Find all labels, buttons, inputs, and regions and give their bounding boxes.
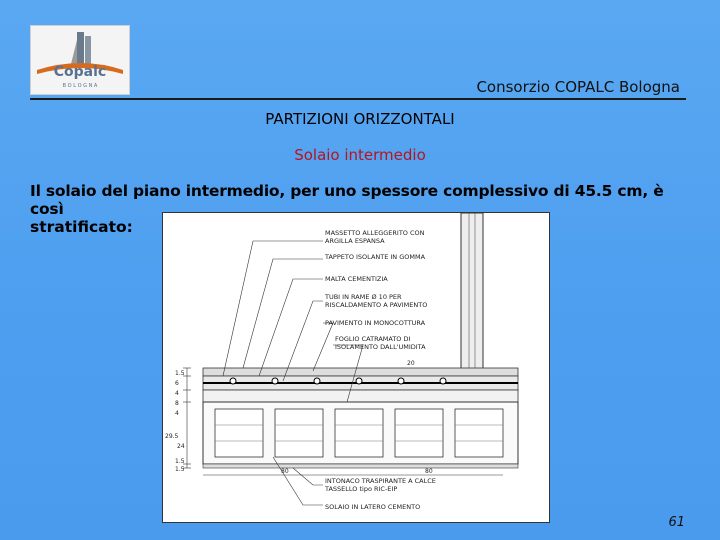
label-intonaco: INTONACO TRASPIRANTE A CALCE <box>325 477 436 485</box>
section-subtitle: Solaio intermedio <box>294 146 426 164</box>
copalc-logo-graphic <box>31 26 129 94</box>
dim-left-2: 6 <box>175 380 179 387</box>
label-malta: MALTA CEMENTIZIA <box>325 275 388 283</box>
dim-left-9: 1.5 <box>175 466 185 473</box>
logo-subtext: B O L O G N A <box>62 83 98 89</box>
label-tappeto: TAPPETO ISOLANTE IN GOMMA <box>325 253 426 261</box>
dim-20: 20 <box>407 360 415 367</box>
description-line-2: stratificato: <box>30 218 133 236</box>
label-riscaldamento: RISCALDAMENTO A PAVIMENTO <box>325 301 428 309</box>
label-tassello: TASSELLO tipo RIC-EIP <box>325 485 398 493</box>
dim-left-8: 1.5 <box>175 458 185 465</box>
dim-left-6: 29.5 <box>165 433 179 440</box>
section-title: PARTIZIONI ORIZZONTALI <box>265 110 455 128</box>
dim-80-right: 80 <box>425 468 433 475</box>
label-argilla: ARGILLA ESPANSA <box>325 237 385 245</box>
dim-left-3: 4 <box>175 390 179 397</box>
label-isolamento: ISOLAMENTO DALL'UMIDITA <box>335 343 426 351</box>
dim-left-4: 8 <box>175 400 179 407</box>
floor-section-svg <box>163 213 549 522</box>
logo-wordmark: Copalc <box>53 64 107 80</box>
label-solaio: SOLAIO IN LATERO CEMENTO <box>325 503 421 511</box>
page-number: 61 <box>668 515 685 530</box>
dim-left-7: 24 <box>177 443 185 450</box>
dim-left-5: 4 <box>175 410 179 417</box>
copalc-logo <box>30 25 130 95</box>
label-tubi: TUBI IN RAME Ø 10 PER <box>325 293 402 301</box>
label-foglio: FOGLIO CATRAMATO DI <box>335 335 411 343</box>
dim-80-left: 80 <box>281 468 289 475</box>
header-divider <box>30 98 686 100</box>
floor-section-drawing <box>162 212 550 523</box>
label-pavimento: PAVIMENTO IN MONOCOTTURA <box>325 319 426 327</box>
description-line-1: Il solaio del piano intermedio, per uno spessore complessivo di 45.5 cm, è così <box>30 182 664 218</box>
organization-name: Consorzio COPALC Bologna <box>476 78 680 96</box>
dim-left-1: 1.5 <box>175 370 185 377</box>
label-massetto: MASSETTO ALLEGGERITO CON <box>325 229 425 237</box>
